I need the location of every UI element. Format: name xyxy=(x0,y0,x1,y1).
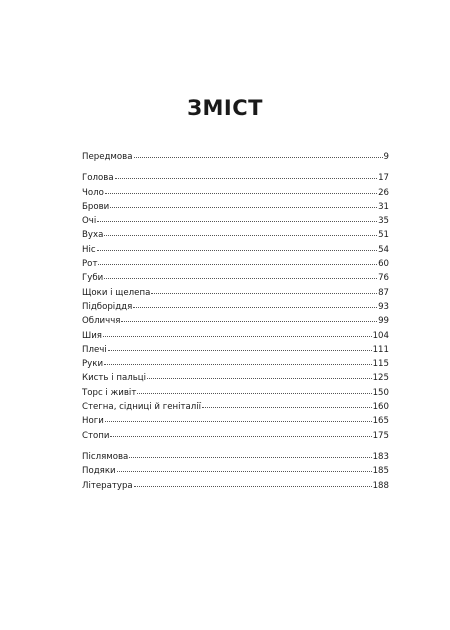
toc-entry-page-number: 188 xyxy=(372,480,389,491)
toc-entry-page-number: 125 xyxy=(372,373,389,384)
toc-section xyxy=(82,171,389,443)
dot-leader xyxy=(103,335,372,337)
toc-entry-page-number: 17 xyxy=(378,173,389,184)
toc-entry-page-number: 93 xyxy=(378,301,389,312)
toc-entry-title: Брови xyxy=(82,201,110,212)
dot-leader xyxy=(202,406,372,408)
toc-entry-title: Кисть і пальці xyxy=(82,373,147,384)
dot-leader xyxy=(104,363,372,365)
toc-entry-title: Передмова xyxy=(82,152,133,162)
toc-entry-page-number: 115 xyxy=(372,359,389,370)
dot-leader xyxy=(110,206,377,208)
toc-entry-title: Плечі xyxy=(82,344,107,355)
toc-entry-page-number: 51 xyxy=(378,230,389,241)
dot-leader xyxy=(105,420,372,422)
toc-entry-page-number: 160 xyxy=(372,402,389,413)
toc-entry-title: Обличчя xyxy=(82,316,121,327)
toc-entry-title: Рот xyxy=(82,259,98,270)
toc-entry-page-number: 185 xyxy=(372,466,389,477)
table-of-contents xyxy=(82,150,389,493)
dot-leader xyxy=(97,249,377,251)
toc-entry xyxy=(82,200,389,214)
toc-entry-title: Торс і живіт xyxy=(82,387,137,398)
toc-entry-page-number: 104 xyxy=(372,330,389,341)
toc-entry xyxy=(82,357,389,371)
toc-entry-title: Вуха xyxy=(82,230,104,241)
toc-entry xyxy=(82,214,389,228)
toc-entry xyxy=(82,286,389,300)
toc-entry xyxy=(82,464,389,478)
dot-leader xyxy=(137,392,371,394)
toc-entry xyxy=(82,243,389,257)
dot-leader xyxy=(121,320,377,322)
dot-leader xyxy=(134,485,372,487)
toc-section xyxy=(82,450,389,493)
toc-entry-page-number: 87 xyxy=(378,287,389,298)
dot-leader xyxy=(117,470,372,472)
toc-entry xyxy=(82,300,389,314)
toc-entry xyxy=(82,171,389,185)
dot-leader xyxy=(151,292,377,294)
toc-entry-page-number: 111 xyxy=(372,344,389,355)
toc-entry-title: Губи xyxy=(82,273,104,284)
toc-entry xyxy=(82,257,389,271)
dot-leader xyxy=(129,456,371,458)
toc-entry xyxy=(82,400,389,414)
toc-entry-title: Підборіддя xyxy=(82,301,133,312)
toc-entry xyxy=(82,450,389,464)
dot-leader xyxy=(98,263,377,265)
toc-entry-page-number: 60 xyxy=(378,259,389,270)
toc-entry-page-number: 165 xyxy=(372,416,389,427)
toc-entry xyxy=(82,429,389,443)
toc-entry xyxy=(82,150,389,164)
toc-entry xyxy=(82,314,389,328)
dot-leader xyxy=(104,234,377,236)
toc-entry-title: Ноги xyxy=(82,416,104,427)
toc-entry xyxy=(82,228,389,242)
toc-entry-title: Стопи xyxy=(82,430,110,441)
toc-entry-page-number: 183 xyxy=(372,451,389,462)
dot-leader xyxy=(110,435,371,437)
toc-entry-page-number: 175 xyxy=(372,430,389,441)
toc-entry-page-number: 31 xyxy=(378,201,389,212)
toc-entry xyxy=(82,386,389,400)
toc-entry-page-number: 35 xyxy=(378,216,389,227)
toc-entry-title: Шия xyxy=(82,330,102,341)
toc-entry-title: Література xyxy=(82,480,133,491)
toc-entry-title: Подяки xyxy=(82,466,116,477)
toc-entry-page-number: 99 xyxy=(378,316,389,327)
toc-entry xyxy=(82,271,389,285)
toc-section xyxy=(82,150,389,164)
dot-leader xyxy=(147,377,372,379)
toc-entry-page-number: 150 xyxy=(372,387,389,398)
toc-entry-title: Чоло xyxy=(82,187,104,198)
toc-entry xyxy=(82,329,389,343)
dot-leader xyxy=(115,177,377,179)
toc-entry-page-number: 76 xyxy=(378,273,389,284)
toc-entry-page-number: 26 xyxy=(378,187,389,198)
toc-entry-title: Післямова xyxy=(82,451,129,462)
page-title: ЗМІСТ xyxy=(187,96,263,120)
toc-entry-title: Ніс xyxy=(82,244,96,255)
dot-leader xyxy=(97,220,377,222)
dot-leader xyxy=(108,349,372,351)
toc-entry-page-number: 9 xyxy=(383,152,389,162)
dot-leader xyxy=(133,306,377,308)
toc-entry-title: Щоки і щелепа xyxy=(82,287,151,298)
toc-entry-page-number: 54 xyxy=(378,244,389,255)
toc-entry xyxy=(82,479,389,493)
toc-entry xyxy=(82,371,389,385)
toc-entry-title: Очі xyxy=(82,216,97,227)
dot-leader xyxy=(104,277,377,279)
toc-entry-title: Руки xyxy=(82,359,104,370)
toc-entry-title: Стегна, сідниці й геніталії xyxy=(82,402,202,413)
dot-leader xyxy=(134,156,383,158)
toc-entry xyxy=(82,414,389,428)
dot-leader xyxy=(105,192,377,194)
toc-entry-title: Голова xyxy=(82,173,114,184)
toc-entry xyxy=(82,186,389,200)
toc-entry xyxy=(82,343,389,357)
